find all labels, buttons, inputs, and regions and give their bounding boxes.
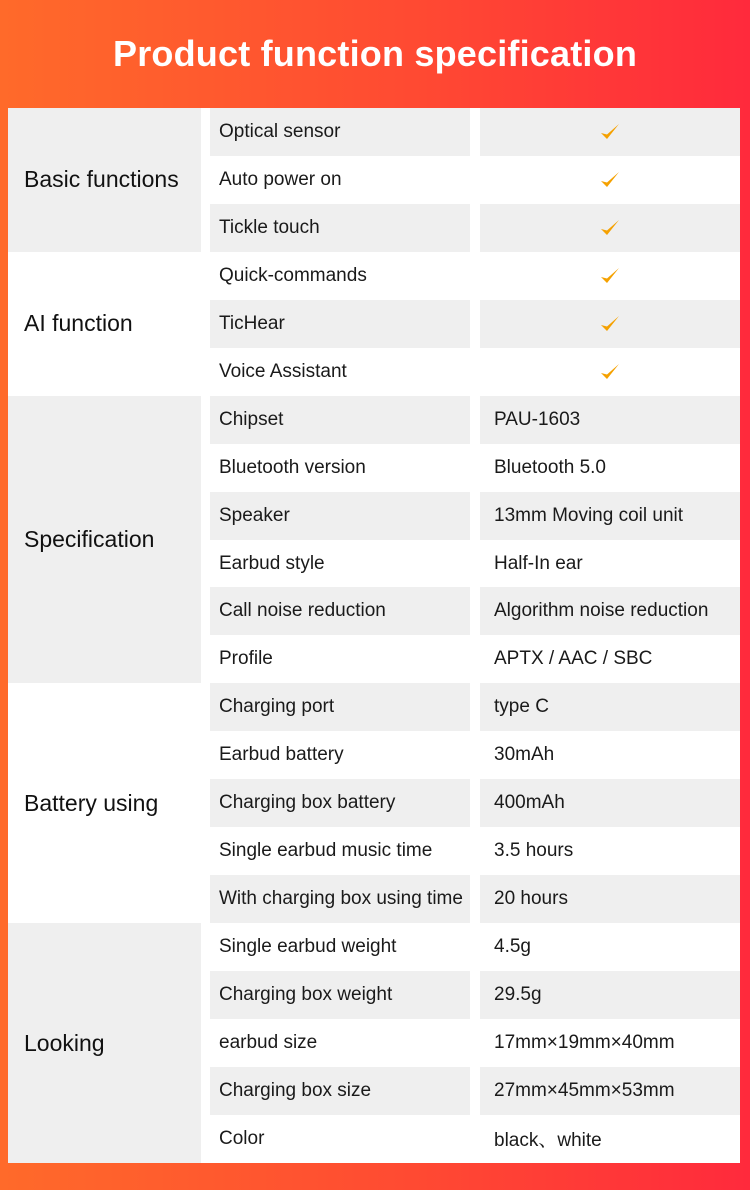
spec-value: APTX / AAC / SBC [494, 648, 653, 670]
table-row [8, 827, 740, 875]
spec-value: Bluetooth 5.0 [494, 456, 606, 478]
spec-label: Bluetooth version [219, 456, 366, 478]
spec-label: Earbud style [219, 552, 325, 574]
spec-label: With charging box using time [210, 875, 470, 923]
spec-label: Tickle touch [210, 204, 470, 252]
spec-value: 400mAh [480, 779, 740, 827]
spec-label: Charging port [210, 683, 470, 731]
check-icon [599, 170, 621, 190]
check-icon [599, 218, 621, 238]
table-row [8, 875, 740, 923]
spec-value [480, 108, 740, 156]
check-icon [599, 122, 621, 142]
table-row [8, 635, 740, 683]
spec-value: 27mm×45mm×53mm [480, 1067, 740, 1115]
table-row [8, 204, 740, 252]
spec-group [8, 252, 740, 396]
spec-label: Optical sensor [210, 108, 470, 156]
spec-value: 30mAh [494, 744, 555, 766]
spec-label: Profile [219, 648, 273, 670]
spec-value: 20 hours [480, 875, 740, 923]
spec-value: 29.5g [480, 971, 740, 1019]
spec-label: Charging box weight [210, 971, 470, 1019]
table-row [8, 540, 740, 588]
spec-value: 3.5 hours [494, 840, 574, 862]
spec-value [480, 348, 740, 396]
table-row [8, 348, 740, 396]
spec-group [8, 108, 740, 252]
table-row [8, 923, 740, 971]
spec-value [480, 156, 740, 204]
page-title: Product function specification [112, 33, 638, 74]
spec-label: Chipset [210, 396, 470, 444]
spec-value: 13mm Moving coil unit [480, 492, 740, 540]
table-row [8, 108, 740, 156]
table-row [8, 156, 740, 204]
table-row [8, 587, 740, 635]
spec-label: Color [219, 1127, 265, 1149]
spec-label: Speaker [210, 492, 470, 540]
table-row [8, 396, 740, 444]
spec-group [8, 683, 740, 923]
spec-value: 17mm×19mm×40mm [494, 1032, 675, 1054]
spec-value: type C [480, 683, 740, 731]
group-name: Looking [8, 923, 201, 1163]
spec-group [8, 923, 740, 1163]
spec-value: PAU-1603 [480, 396, 740, 444]
spec-label: Charging box size [210, 1067, 470, 1115]
spec-value [480, 300, 740, 348]
spec-value: black、white [494, 1130, 602, 1152]
spec-label: Single earbud music time [219, 840, 433, 862]
group-name: Battery using [24, 789, 159, 816]
spec-label: TicHear [210, 300, 470, 348]
spec-label: Call noise reduction [210, 587, 470, 635]
spec-label: Quick-commands [219, 264, 367, 286]
table-row [8, 1115, 740, 1163]
group-name: Basic functions [8, 108, 201, 252]
spec-value: 4.5g [494, 936, 531, 958]
spec-label: earbud size [219, 1032, 318, 1054]
spec-label: Charging box battery [210, 779, 470, 827]
spec-value: Half-In ear [494, 552, 583, 574]
check-icon [599, 314, 621, 334]
spec-label: Auto power on [219, 168, 342, 190]
spec-value [480, 252, 740, 300]
spec-label: Earbud battery [219, 744, 344, 766]
spec-group [8, 396, 740, 684]
spec-label: Single earbud weight [219, 936, 397, 958]
table-row [8, 1067, 740, 1115]
spec-value: Algorithm noise reduction [480, 587, 740, 635]
table-row [8, 971, 740, 1019]
table-row [8, 252, 740, 300]
table-row [8, 779, 740, 827]
table-row [8, 492, 740, 540]
spec-label: Voice Assistant [219, 360, 347, 382]
spec-value [480, 204, 740, 252]
group-name: AI function [24, 310, 133, 337]
group-name: Specification [8, 396, 201, 684]
table-row [8, 731, 740, 779]
table-row [8, 444, 740, 492]
check-icon [599, 266, 621, 286]
spec-table [8, 108, 740, 1163]
check-icon [599, 362, 621, 382]
table-row [8, 683, 740, 731]
table-row [8, 300, 740, 348]
table-row [8, 1019, 740, 1067]
